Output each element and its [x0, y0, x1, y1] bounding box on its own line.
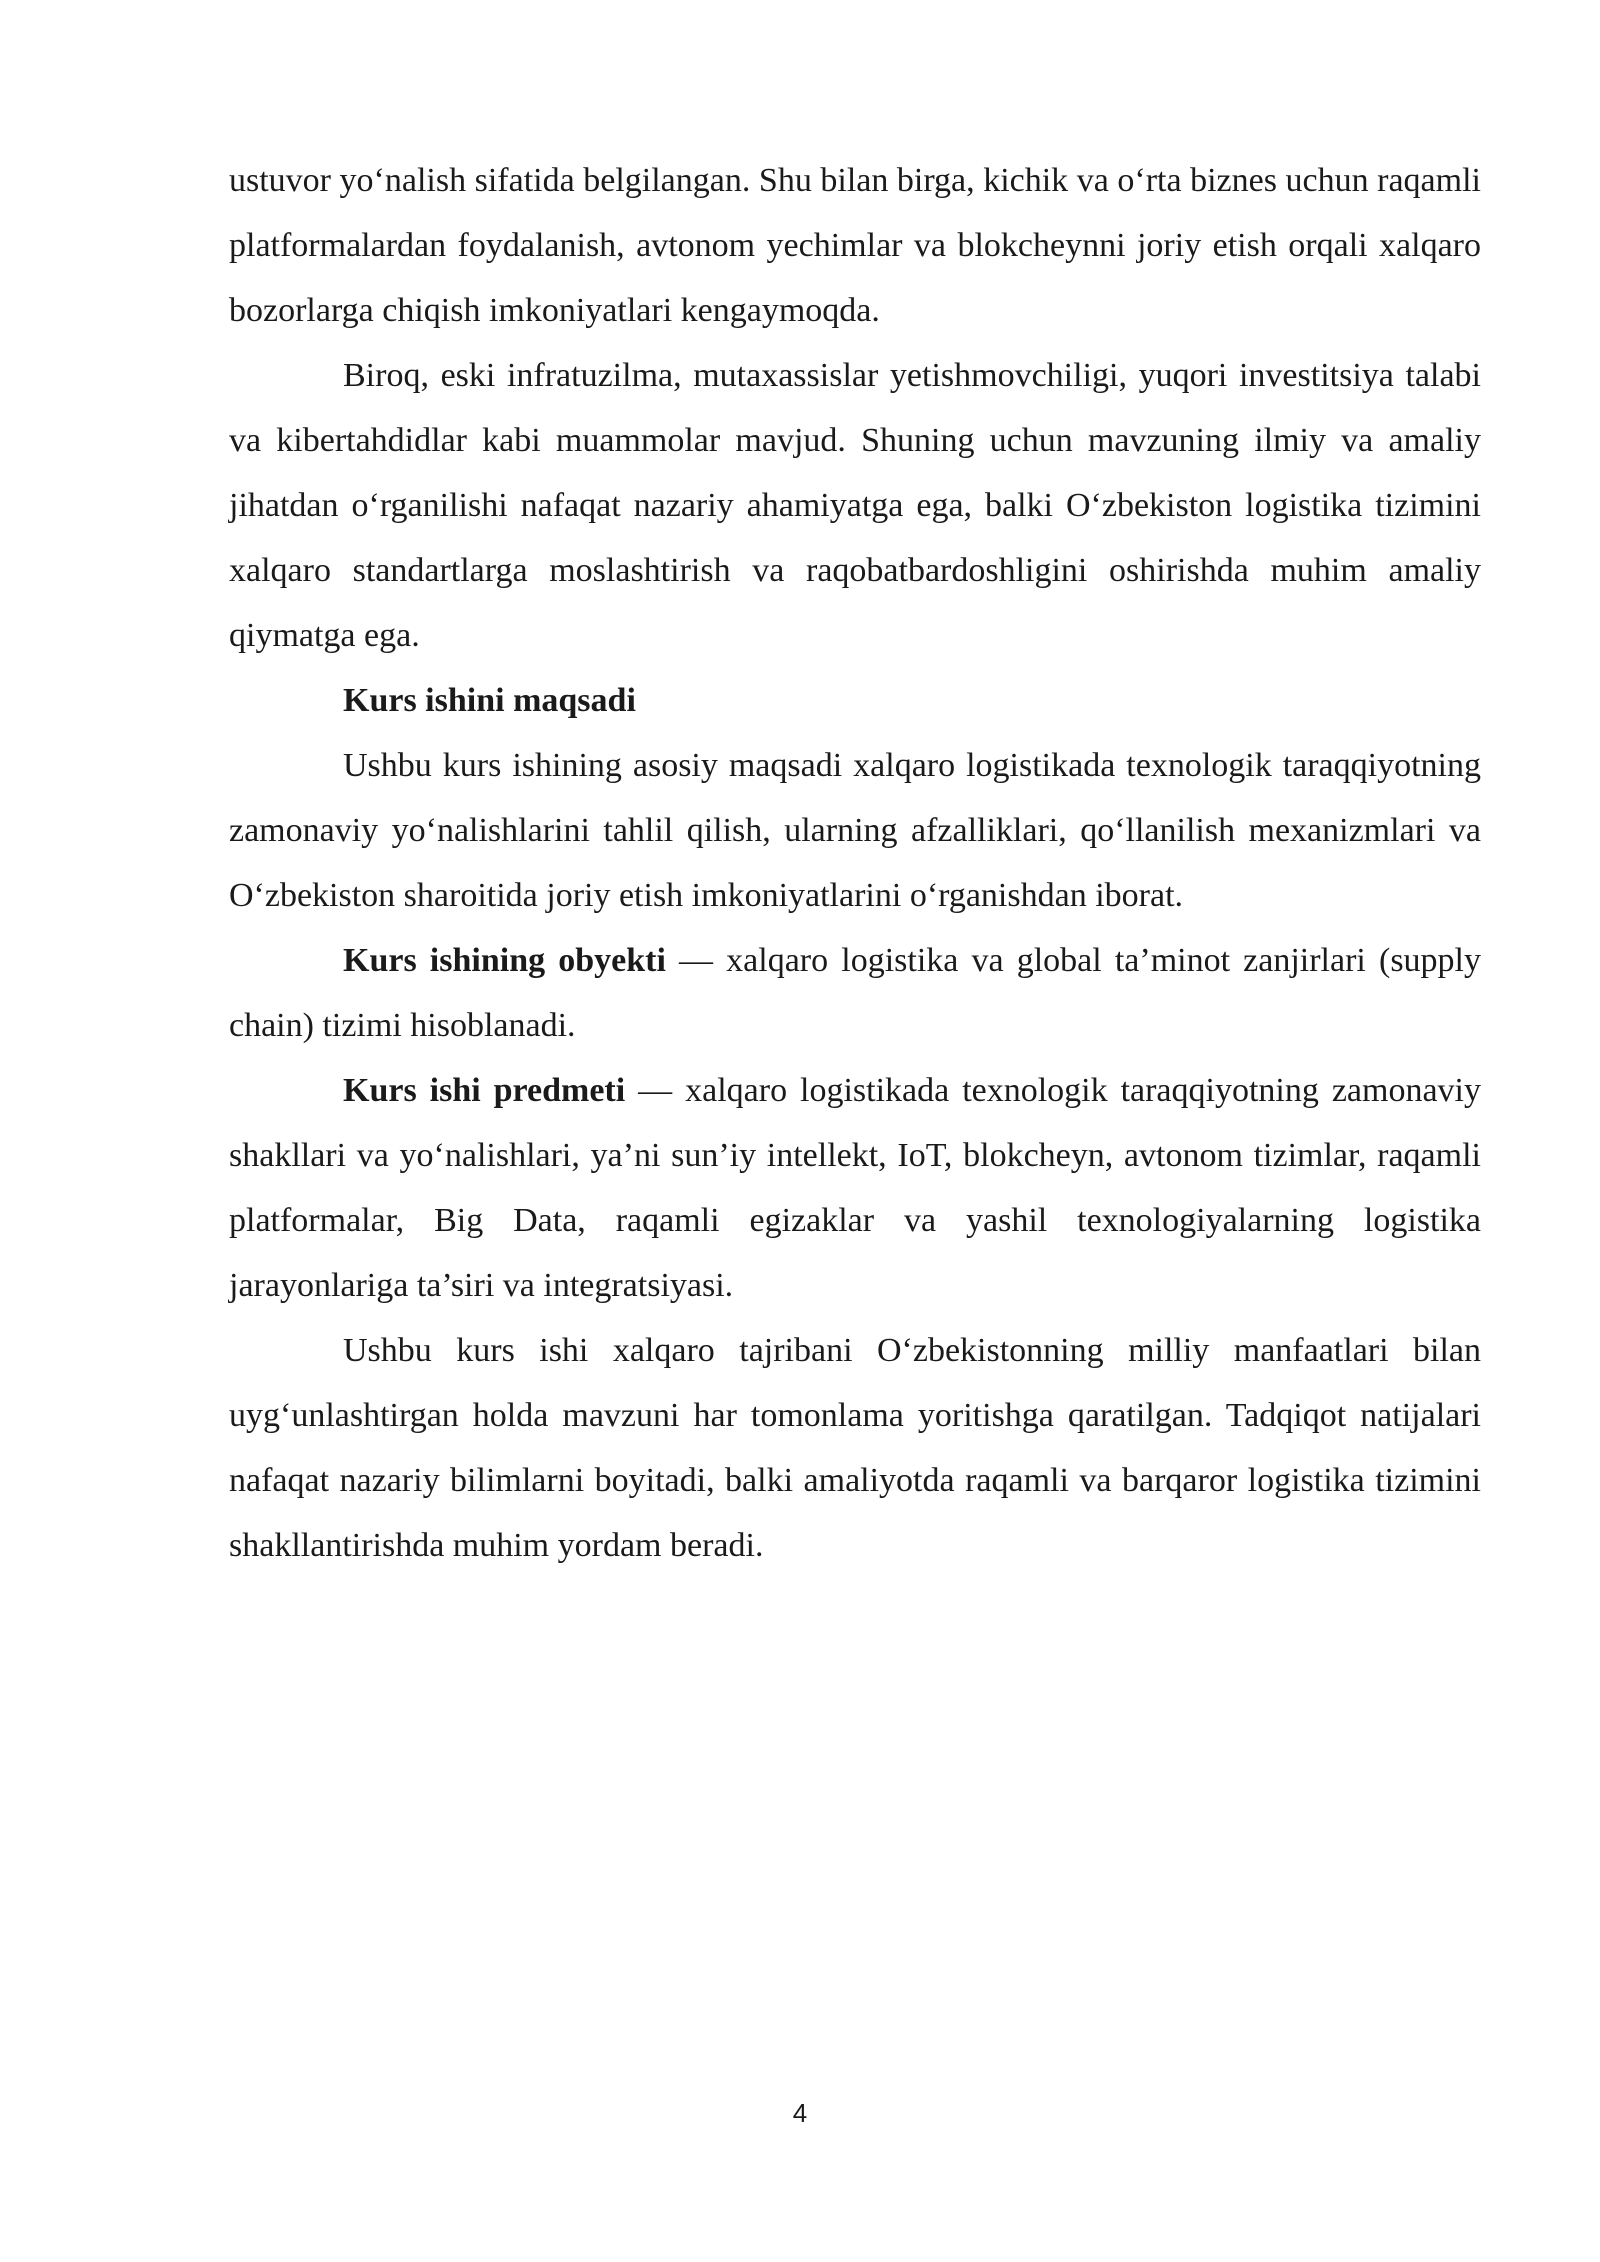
body-text [229, 148, 1481, 1578]
paragraph-goal: Ushbu kurs ishining asosiy maqsadi xalqaro logistikada texnologik taraqqiyotning zamonaviy yo‘nalishlarini tahlil qilish, ularning afzalliklari, qo‘llanilish mexanizmlari va O‘zbekiston sharoitida joriy etish imkoniyatlarini o‘rganishdan iborat. [229, 747, 1481, 914]
paragraph-problems: Biroq, eski infratuzilma, mutaxassislar yetishmovchiligi, yuqori investitsiya talabi va kibertahdidlar kabi muammolar mavjud. Shuning uchun mavzuning ilmiy va amaliy jihatdan o‘rganilishi nafaqat nazariy ahamiyatga ega, balki O‘zbekiston logistika tizimini xalqaro standartlarga moslashtirish va raqobatbardoshligini oshirishda muhim amaliy qiymatga ega. [229, 357, 1481, 654]
subject-label: Kurs ishi predmeti [343, 1072, 626, 1109]
page-number: 4 [792, 2098, 808, 2128]
paragraph-conclusion: Ushbu kurs ishi xalqaro tajribani O‘zbekistonning milliy manfaatlari bilan uyg‘unlashtirgan holda mavzuni har tomonlama yoritishga qaratilgan. Tadqiqot natijalari nafaqat nazariy bilimlarni boyitadi, balki amaliyotda raqamli va barqaror logistika tizimini shakllantirishda muhim yordam beradi. [229, 1332, 1481, 1564]
object-label: Kurs ishining obyekti [343, 942, 666, 979]
heading-course-goal: Kurs ishini maqsadi [343, 682, 636, 719]
paragraph-continuation: ustuvor yo‘nalish sifatida belgilangan. Shu bilan birga, kichik va o‘rta biznes uchun raqamli platformalardan foydalanish, avtonom yechimlar va blokcheynni joriy etish orqali xalqaro bozorlarga chiqish imkoniyatlari kengaymoqda. [229, 162, 1481, 329]
paragraph-object [229, 928, 1481, 1058]
object-text: — xalqaro logistika va global ta’minot zanjirlari (supply chain) tizimi hisoblanadi. [229, 942, 1481, 1044]
subject-text: — xalqaro logistikada texnologik taraqqiyotning zamonaviy shakllari va yo‘nalishlari, ya’ni sun’iy intellekt, IoT, blokcheyn, avtonom tizimlar, raqamli platformalar, Big Data, raqamli egizaklar va yashil texnologiyalarning logistika jarayonlariga ta’siri va integratsiyasi. [229, 1072, 1481, 1304]
paragraph-subject [229, 1058, 1481, 1318]
